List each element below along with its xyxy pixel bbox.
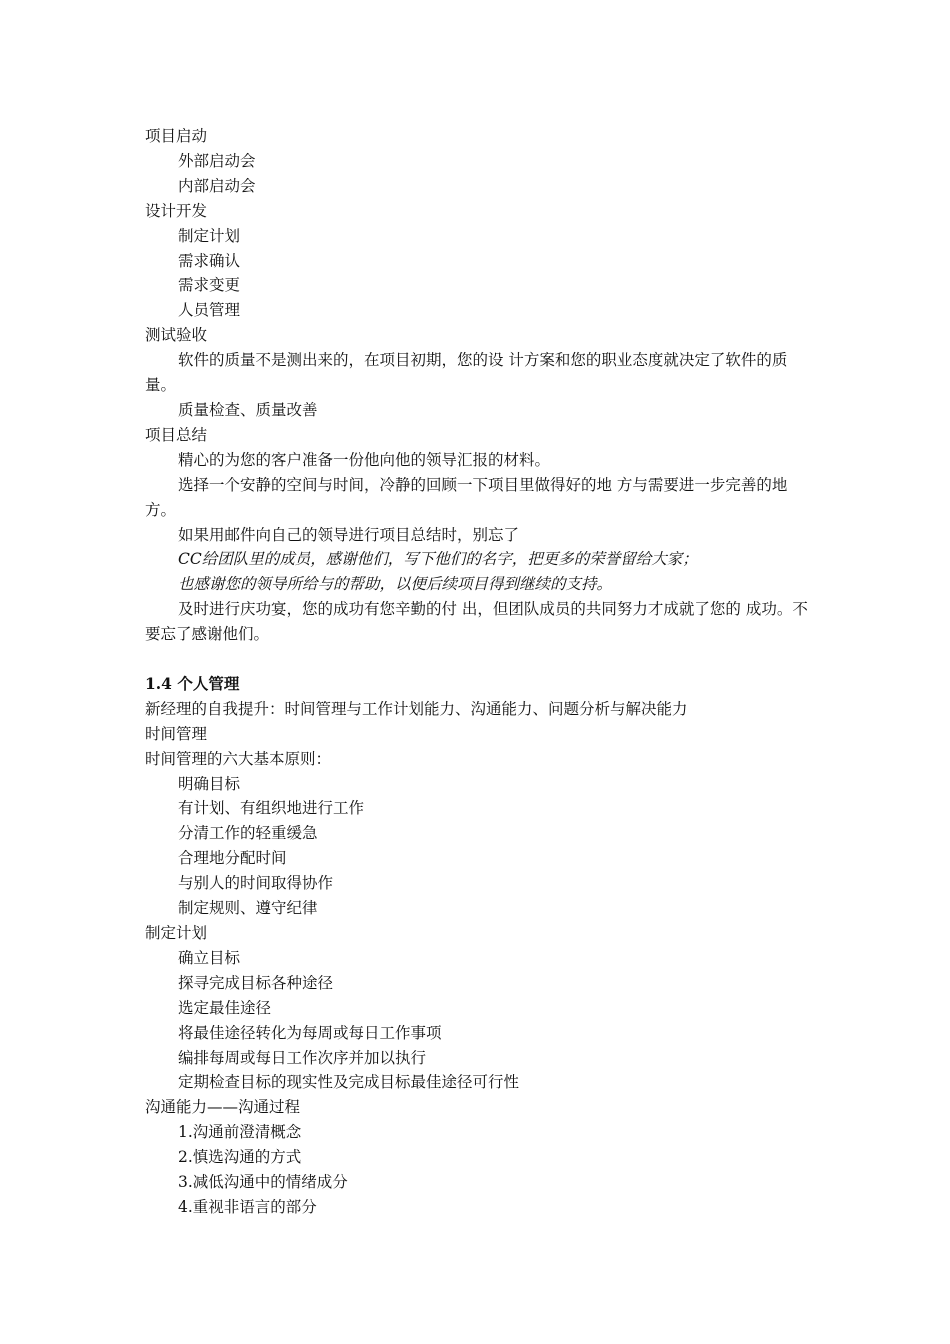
section-title-test: 测试验收 xyxy=(145,326,208,345)
list-item: 制定计划 xyxy=(178,226,241,245)
list-item: 有计划、有组织地进行工作 xyxy=(178,799,365,818)
list-item: 合理地分配时间 xyxy=(178,849,287,868)
list-item: 分清工作的轻重缓急 xyxy=(178,824,318,843)
paragraph: 软件的质量不是测出来的，在项目初期，您的设 计方案和您的职业态度就决定了软件的质量。 xyxy=(145,351,788,395)
paragraph: 如果用邮件向自己的领导进行项目总结时，别忘了 xyxy=(178,525,520,544)
paragraph: 及时进行庆功宴，您的成功有您辛勤的付 出，但团队成员的共同努力才成就了您的 成功。不要忘了感谢他们。 xyxy=(145,600,808,644)
list-item: 3.减低沟通中的情绪成分 xyxy=(178,1173,348,1192)
subsection-title-communication: 沟通能力——沟通过程 xyxy=(145,1098,301,1117)
italic-note: CC给团队里的成员，感谢他们，写下他们的名字，把更多的荣誉留给大家； xyxy=(178,550,698,569)
section-title-summary: 项目总结 xyxy=(145,425,208,444)
list-item: 编排每周或每日工作次序并加以执行 xyxy=(178,1048,427,1067)
paragraph: 精心的为您的客户准备一份他向他的领导汇报的材料。 xyxy=(178,450,551,469)
list-item: 4.重视非语言的部分 xyxy=(178,1197,317,1216)
subsection-title-time: 时间管理 xyxy=(145,724,208,743)
list-item: 将最佳途径转化为每周或每日工作事项 xyxy=(178,1023,442,1042)
list-item: 定期检查目标的现实性及完成目标最佳途径可行性 xyxy=(178,1073,520,1092)
list-item: 需求变更 xyxy=(178,276,241,295)
section-title-design: 设计开发 xyxy=(145,201,208,220)
list-item: 内部启动会 xyxy=(178,176,256,195)
list-item: 人员管理 xyxy=(178,301,241,320)
list-item: 制定规则、遵守纪律 xyxy=(178,899,318,918)
italic-note: 也感谢您的领导所给与的帮助，以便后续项目得到继续的支持。 xyxy=(178,575,613,594)
principles-title: 时间管理的六大基本原则： xyxy=(145,749,332,768)
list-item: 质量检查、质量改善 xyxy=(178,400,318,419)
subsection-title-plan: 制定计划 xyxy=(145,923,208,942)
list-item: 探寻完成目标各种途径 xyxy=(178,973,334,992)
list-item: 与别人的时间取得协作 xyxy=(178,874,334,893)
document-body xyxy=(145,124,810,1220)
list-item: 1.沟通前澄清概念 xyxy=(178,1123,302,1142)
section-title-start: 项目启动 xyxy=(145,127,208,145)
list-item: 外部启动会 xyxy=(178,151,256,170)
section-heading-personal: 1.4 个人管理 xyxy=(145,673,240,693)
list-item: 明确目标 xyxy=(178,774,241,793)
list-item: 需求确认 xyxy=(178,251,241,270)
intro-line: 新经理的自我提升：时间管理与工作计划能力、沟通能力、问题分析与解决能力 xyxy=(145,699,688,718)
list-item: 选定最佳途径 xyxy=(178,998,272,1017)
list-item: 2.慎选沟通的方式 xyxy=(178,1148,302,1167)
paragraph: 选择一个安静的空间与时间，冷静的回顾一下项目里做得好的地 方与需要进一步完善的地方。 xyxy=(145,475,788,519)
list-item: 确立目标 xyxy=(178,948,241,967)
